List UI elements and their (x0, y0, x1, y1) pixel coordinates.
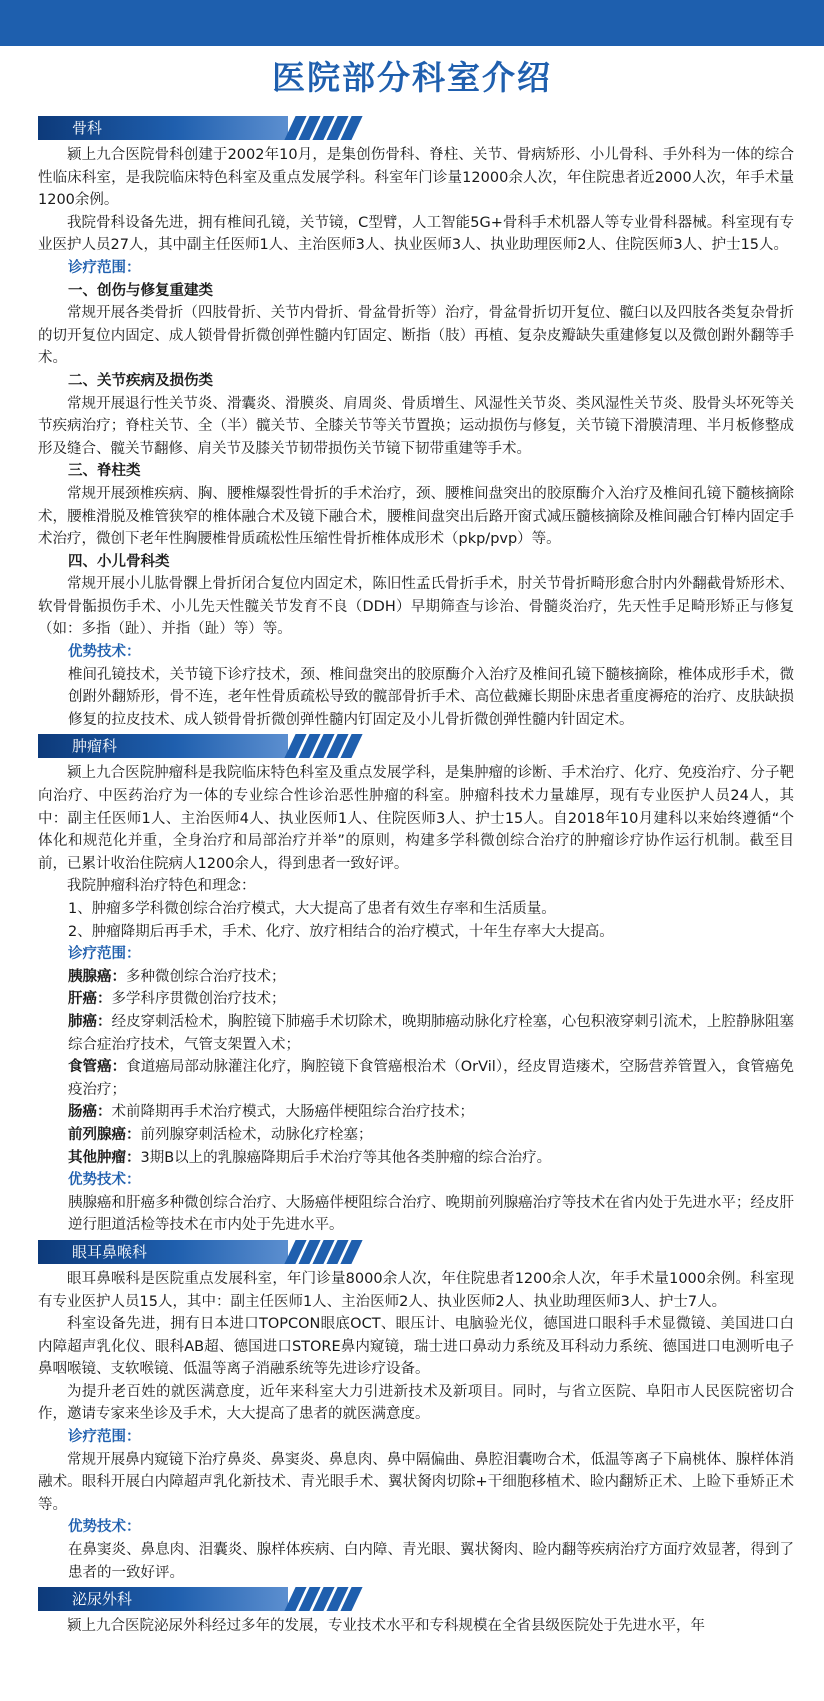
scope-item-label: 肺癌： (68, 1013, 112, 1030)
section-title: 泌尿外科 (72, 1590, 133, 1609)
section-title: 骨科 (72, 119, 103, 137)
subheading: 优势技术： (68, 1172, 141, 1189)
department-section (0, 1240, 824, 1584)
stripe-decoration (290, 116, 360, 140)
section-header (38, 116, 824, 140)
paragraph: 为提升老百姓的就医满意度，近年来科室大力引进新技术及新项目。同时，与省立医院、阜阳市人民医院密切合作，邀请专家来坐诊及手术，大大提高了患者的就医满意度。 (38, 1383, 794, 1423)
scope-item (68, 1101, 794, 1124)
text-line: 椎间孔镜技术，关节镜下诊疗技术，颈、椎间盘突出的胶原酶介入治疗及椎间孔镜下髓核摘除，椎体成形手术，微创跗外翻矫形，骨不连，老年性骨质疏松导致的髋部骨折手术、高位截瘫长期卧床患者重度褥疮的治疗、皮肤缺损修复的拉皮技术、成人锁骨骨折微创弹性髓内钉固定及小儿骨折微创弹性髓内针固定术。 (68, 666, 794, 728)
category-heading: 二、关节疾病及损伤类 (68, 372, 213, 389)
paragraph: 我院骨科设备先进，拥有椎间孔镜，关节镜，C型臂，人工智能5G+骨科手术机器人等专业骨科器械。科室现有专业医护人员27人，其中副主任医师1人、主治医师3人、执业医师3人、执业助理医师2人、住院医师3人、护士15人。 (38, 214, 794, 254)
section-title: 肿瘤科 (72, 737, 118, 756)
text-line: 在鼻窦炎、鼻息肉、泪囊炎、腺样体疾病、白内障、青光眼、翼状胬肉、睑内翻等疾病治疗方面疗效显著，得到了患者的一致好评。 (68, 1542, 794, 1581)
category-heading: 四、小儿骨科类 (68, 553, 170, 570)
section-header (38, 1587, 824, 1611)
page-title: 医院部分科室介绍 (272, 58, 552, 97)
scope-item (68, 988, 794, 1011)
scope-item-label: 胰腺癌： (68, 968, 126, 985)
paragraph: 我院肿瘤科治疗特色和理念： (67, 878, 256, 895)
scope-item-text: 前列腺穿刺活检术，动脉化疗栓塞； (140, 1126, 373, 1143)
scope-item (68, 966, 794, 989)
paragraph: 颍上九合医院泌尿外科经过多年的发展，专业技术水平和专科规模在全省县级医院处于先进水平，年 (67, 1618, 705, 1635)
subheading: 诊疗范围： (68, 946, 141, 963)
department-section (0, 116, 824, 731)
scope-item-text: 经皮穿刺活检术，胸腔镜下肺癌手术切除术，晚期肺癌动脉化疗栓塞，心包积液穿刺引流术，上腔静脉阻塞综合症治疗技术，气管支架置入术； (68, 1013, 794, 1053)
stripe-decoration (290, 1240, 360, 1264)
paragraph: 科室设备先进，拥有日本进口TOPCON眼底OCT、眼压计、电脑验光仪，德国进口眼科手术显微镜、美国进口白内障超声乳化仪、眼科AB超、德国进口STORE鼻内窥镜，瑞士进口鼻动力系统及耳科动力系统、德国进口电测听电子鼻咽喉镜、支软喉镜、低温等离子消融系统等先进诊疗设备。 (38, 1316, 794, 1378)
department-section (0, 734, 824, 1236)
subheading: 诊疗范围： (68, 1429, 141, 1446)
paragraph: 眼耳鼻喉科是医院重点发展科室，年门诊量8000余人次，年住院患者1200余人次，年手术量1000余例。科室现有专业医护人员15人，其中：副主任医师1人、主治医师2人、执业医师2人、执业助理医师3人、护士7人。 (38, 1270, 794, 1310)
scope-item-label: 食管癌： (68, 1059, 127, 1076)
scope-item-label: 肠癌： (68, 1104, 112, 1121)
scope-item (68, 1056, 794, 1101)
paragraph: 常规开展小儿肱骨髁上骨折闭合复位内固定术，陈旧性孟氏骨折手术，肘关节骨折畸形愈合肘内外翻截骨矫形术、软骨骨骺损伤手术、小儿先天性髋关节发育不良（DDH）早期筛查与诊治、骨髓炎治疗，先天性手足畸形矫正与修复（如：多指（趾）、并指（趾）等）等。 (38, 576, 794, 638)
subheading: 诊疗范围： (68, 259, 141, 276)
scope-item-text: 3期B以上的乳腺癌降期后手术治疗等其他各类肿瘤的综合治疗。 (140, 1149, 552, 1166)
section-header (38, 734, 824, 758)
paragraph: 常规开展颈椎疾病、胸、腰椎爆裂性骨折的手术治疗，颈、腰椎间盘突出的胶原酶介入治疗及椎间孔镜下髓核摘除术，腰椎滑脱及椎管狭窄的椎体融合术及镜下融合术，腰椎间盘突出后路开窗式减压髓核摘除及椎间融合钉棒内固定手术治疗，微创下老年性胸腰椎骨质疏松性压缩性骨折椎体成形术（pkp/pvp）等。 (38, 485, 794, 548)
scope-item-label: 前列腺癌： (68, 1126, 141, 1143)
top-banner (0, 0, 824, 46)
paragraph: 常规开展退行性关节炎、滑囊炎、滑膜炎、肩周炎、骨质增生、风湿性关节炎、类风湿性关节炎、股骨头坏死等关节疾病治疗；脊柱关节、全（半）髋关节、全膝关节等关节置换；运动损伤与修复，关节镜下滑膜清理、半月板修整成形及缝合、髋关节翻修、肩关节及膝关节韧带损伤关节镜下韧带重建等手术。 (38, 395, 794, 457)
department-section (0, 1587, 824, 1638)
scope-item-text: 术前降期再手术治疗模式，大肠癌伴梗阻综合治疗技术； (111, 1104, 474, 1121)
paragraph: 颍上九合医院骨科创建于2002年10月，是集创伤骨科、脊柱、关节、骨病矫形、小儿骨科、手外科为一体的综合性临床科室，是我院临床特色科室及重点发展学科。科室年门诊量12000余人次，年住院患者近2000人次，年手术量1200余例。 (38, 147, 794, 209)
subheading: 优势技术： (68, 644, 141, 661)
stripe-decoration (290, 734, 360, 758)
category-heading: 一、创伤与修复重建类 (68, 282, 213, 299)
scope-item (68, 1147, 794, 1170)
scope-item-text: 多学科序贯微创治疗技术； (111, 991, 286, 1008)
department-list (0, 116, 824, 1641)
scope-item (68, 1124, 794, 1147)
scope-item (68, 1011, 794, 1056)
subheading: 优势技术： (68, 1519, 141, 1536)
paragraph: 颍上九合医院肿瘤科是我院临床特色科室及重点发展学科，是集肿瘤的诊断、手术治疗、化疗、免疫治疗、分子靶向治疗、中医药治疗为一体的专业综合性诊治恶性肿瘤的科室。肿瘤科技术力量雄厚，现有专业医护人员24人，其中：副主任医师1人、主治医师4人、执业医师1人、住院医师3人、护士15人。自2018年10月建科以来始终遵循“个体化和规范化并重，全身治疗和局部治疗并举”的原则，构建多学科微创综合治疗的肿瘤诊疗协作运行机制。截至目前，已累计收治住院病人1200余人，得到患者一致好评。 (38, 765, 794, 872)
category-heading: 三、脊柱类 (68, 463, 141, 480)
scope-item-label: 其他肿瘤： (68, 1149, 141, 1166)
section-header (38, 1240, 824, 1264)
scope-item-text: 多种微创综合治疗技术； (126, 968, 286, 985)
paragraph: 常规开展鼻内窥镜下治疗鼻炎、鼻窦炎、鼻息肉、鼻中隔偏曲、鼻腔泪囊吻合术，低温等离子下扁桃体、腺样体消融术。眼科开展白内障超声乳化新技术、青光眼手术、翼状胬肉切除+干细胞移植术、睑内翻矫正术、上睑下垂矫正术等。 (38, 1451, 794, 1513)
text-line: 2、肿瘤降期后再手术，手术、化疗、放疗相结合的治疗模式，十年生存率大大提高。 (68, 923, 614, 940)
paragraph: 常规开展各类骨折（四肢骨折、关节内骨折、骨盆骨折等）治疗，骨盆骨折切开复位、髋臼以及四肢各类复杂骨折的切开复位内固定、成人锁骨骨折微创弹性髓内钉固定、断指（肢）再植、复杂皮瓣缺失重建修复以及微创跗外翻等手术。 (38, 305, 794, 367)
scope-item-label: 肝癌： (68, 991, 112, 1008)
text-line: 1、肿瘤多学科微创综合治疗模式，大大提高了患者有效生存率和生活质量。 (68, 901, 556, 917)
stripe-decoration (290, 1587, 360, 1611)
text-line: 胰腺癌和肝癌多种微创综合治疗、大肠癌伴梗阻综合治疗、晚期前列腺癌治疗等技术在省内处于先进水平；经皮肝逆行胆道活检等技术在市内处于先进水平。 (68, 1194, 794, 1234)
section-title: 眼耳鼻喉科 (72, 1242, 148, 1261)
scope-item-text: 食道癌局部动脉灌注化疗，胸腔镜下食管癌根治术（OrVil），经皮胃造瘘术，空肠营养管置入，食管癌免疫治疗； (68, 1059, 794, 1098)
